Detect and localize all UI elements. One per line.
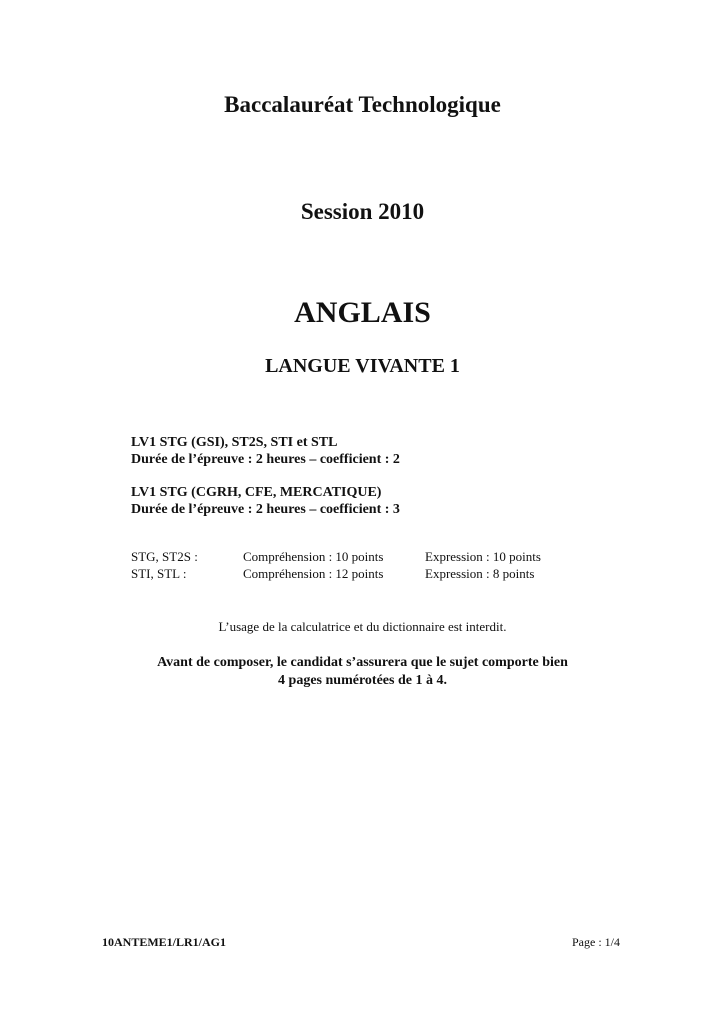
subject-title: ANGLAIS bbox=[294, 296, 431, 329]
calculator-notice: L’usage de la calculatrice et du dictionnaire est interdit. bbox=[218, 619, 507, 634]
grading-row-2-comprehension: Compréhension : 12 points bbox=[243, 566, 384, 581]
footer-subject-code: 10ANTEME1/LR1/AG1 bbox=[102, 935, 227, 949]
grading-row-2-series: STI, STL : bbox=[131, 566, 187, 581]
grading-row-1-comprehension: Compréhension : 10 points bbox=[243, 549, 384, 564]
page-check-instruction-line-1: Avant de composer, le candidat s’assurera que le sujet comporte bien bbox=[157, 655, 568, 670]
page-check-instruction bbox=[0, 654, 725, 690]
session-title: Session 2010 bbox=[300, 199, 425, 224]
grading-row-1-expression: Expression : 10 points bbox=[425, 549, 541, 564]
series-block-1-series: LV1 STG (GSI), ST2S, STI et STL bbox=[131, 435, 338, 450]
grading-row-2-expression: Expression : 8 points bbox=[425, 566, 535, 581]
grading-row-1-series: STG, ST2S : bbox=[131, 549, 198, 564]
exam-name-title: Baccalauréat Technologique bbox=[224, 92, 501, 117]
series-block-1-duration: Durée de l’épreuve : 2 heures – coefficient : 2 bbox=[131, 452, 400, 467]
language-level-title: LANGUE VIVANTE 1 bbox=[265, 355, 460, 377]
series-block-2 bbox=[131, 484, 400, 518]
series-block-2-series: LV1 STG (CGRH, CFE, MERCATIQUE) bbox=[131, 485, 382, 500]
footer-page-number: Page : 1/4 bbox=[572, 935, 620, 949]
series-block-2-duration: Durée de l’épreuve : 2 heures – coefficient : 3 bbox=[131, 502, 400, 517]
page-check-instruction-line-2: 4 pages numérotées de 1 à 4. bbox=[278, 673, 447, 688]
series-block-1 bbox=[131, 434, 400, 468]
